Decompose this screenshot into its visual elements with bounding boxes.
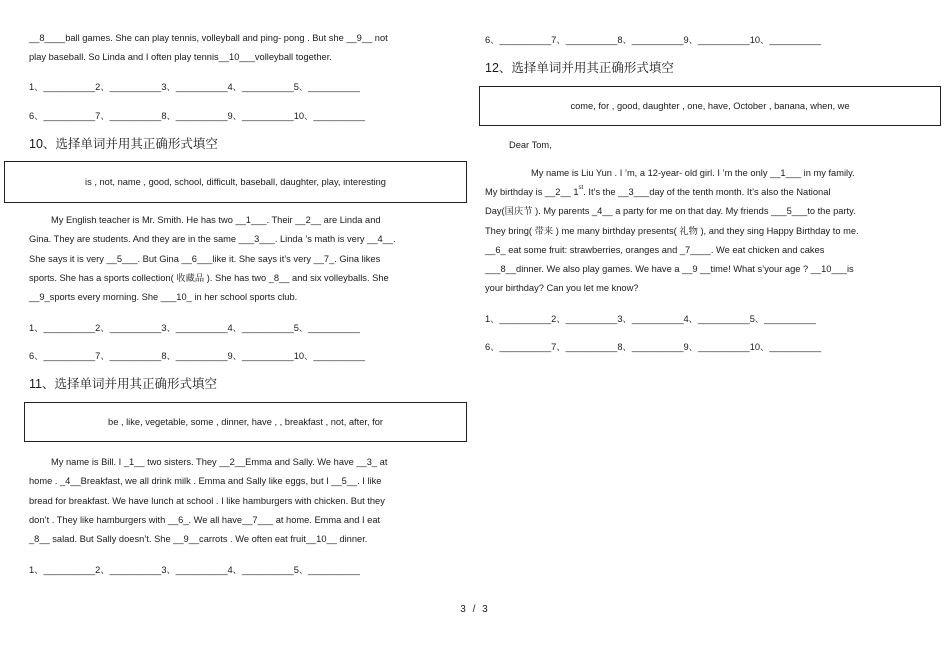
text-line: home . _4__Breakfast, we all drink milk . Emma and Sally like eggs, but I __5__. I like: [29, 476, 382, 487]
text-line: don’t . They like hamburgers with __6_. We all have__7___ at home. Emma and I eat: [29, 514, 381, 525]
text-line: __6_ eat some fruit: strawberries, oranges and _7____. We eat chicken and cakes: [485, 244, 825, 255]
text-line: She says it is very __5___. But Gina __6___like it. She says it’s very __7_. Gina likes: [29, 253, 381, 264]
text-line: _8__ salad. But Sally doesn’t. She __9__carrots . We often eat fruit__10__ dinner.: [29, 534, 368, 545]
answer-row[interactable]: 1、__________2、__________3、__________4、__________5、__________: [485, 314, 816, 324]
text-line: __9_sports every morning. She ___10_ in her school sports club.: [29, 292, 298, 303]
answer-row[interactable]: 6、__________7、__________8、__________9、__________10、__________: [485, 342, 822, 352]
text-line: My English teacher is Mr. Smith. He has two __1___. Their __2__ are Linda and: [51, 215, 381, 225]
section-12-passage: [485, 164, 920, 183]
text-line: . It’s the __3___day of the tenth month. It’s also the National: [583, 187, 831, 197]
answer-row[interactable]: 1、__________2、__________3、__________4、__________5、__________: [29, 82, 360, 92]
ordinal-suffix: st: [578, 185, 584, 191]
section-11-passage: [29, 453, 467, 549]
text-line: My birthday is __2__ 1: [485, 187, 579, 197]
section-11-heading: 11、选择单词并用其正确形式填空: [29, 377, 217, 391]
word-bank-text: is , not, name , good, school, difficult, baseball, daughter, play, interesting: [85, 177, 386, 187]
text-line: Gina. They are students. And they are in the same ___3___. Linda ’s math is very __4__.: [29, 234, 396, 245]
answer-row[interactable]: 6、__________7、__________8、__________9、__________10、__________: [29, 111, 366, 121]
answer-row[interactable]: 1、__________2、__________3、__________4、__________5、__________: [29, 323, 360, 333]
section-10-passage: [29, 211, 467, 307]
section-12-heading: 12、选择单词并用其正确形式填空: [485, 61, 674, 75]
text-line: sports. She has a sports collection( 收藏品 ). She has two _8__ and six volleyballs. She: [29, 272, 389, 283]
answer-row[interactable]: 6、__________7、__________8、__________9、__________10、__________: [29, 351, 366, 361]
word-bank-text: be , like, vegetable, some , dinner, have , , breakfast , not, after, for: [108, 417, 383, 427]
section-12-passage-body: [485, 183, 920, 299]
text-line: your birthday? Can you let me know?: [485, 283, 639, 294]
section-10-word-bank: [4, 161, 467, 203]
continuation-text: [29, 29, 467, 68]
text-line: My name is Liu Yun . I ’m, a 12-year- old girl. I ’m the only __1___ in my family.: [531, 168, 855, 178]
text-line: My name is Bill. I _1__ two sisters. They __2__Emma and Sally. We have __3_ at: [51, 457, 388, 467]
section-10-heading: 10、选择单词并用其正确形式填空: [29, 137, 218, 151]
text-line: __8____ball games. She can play tennis, volleyball and ping- pong . But she __9__ not: [29, 33, 388, 43]
section-12-word-bank: [479, 86, 941, 126]
text-line: ___8__dinner. We also play games. We have a __9 __time! What s’your age ? __10___is: [485, 264, 854, 275]
answer-row[interactable]: 6、__________7、__________8、__________9、__________10、__________: [485, 35, 822, 45]
text-line: play baseball. So Linda and I often play tennis__10___volleyball together.: [29, 52, 332, 63]
text-line: Day(国庆节 ). My parents _4__ a party for me on that day. My friends ___5___to the party.: [485, 206, 856, 217]
text-line: bread for breakfast. We have lunch at school . I like hamburgers with chicken. But they: [29, 495, 385, 506]
letter-salutation: Dear Tom,: [509, 140, 552, 150]
text-line: They bring( 带来 ) me many birthday presents( 礼物 ), and they sing Happy Birthday to me.: [485, 225, 859, 236]
page-number: 3 / 3: [460, 604, 490, 615]
answer-row[interactable]: 1、__________2、__________3、__________4、__________5、__________: [29, 565, 360, 575]
word-bank-text: come, for , good, daughter , one, have, October , banana, when, we: [570, 101, 850, 111]
section-11-word-bank: [24, 402, 467, 442]
